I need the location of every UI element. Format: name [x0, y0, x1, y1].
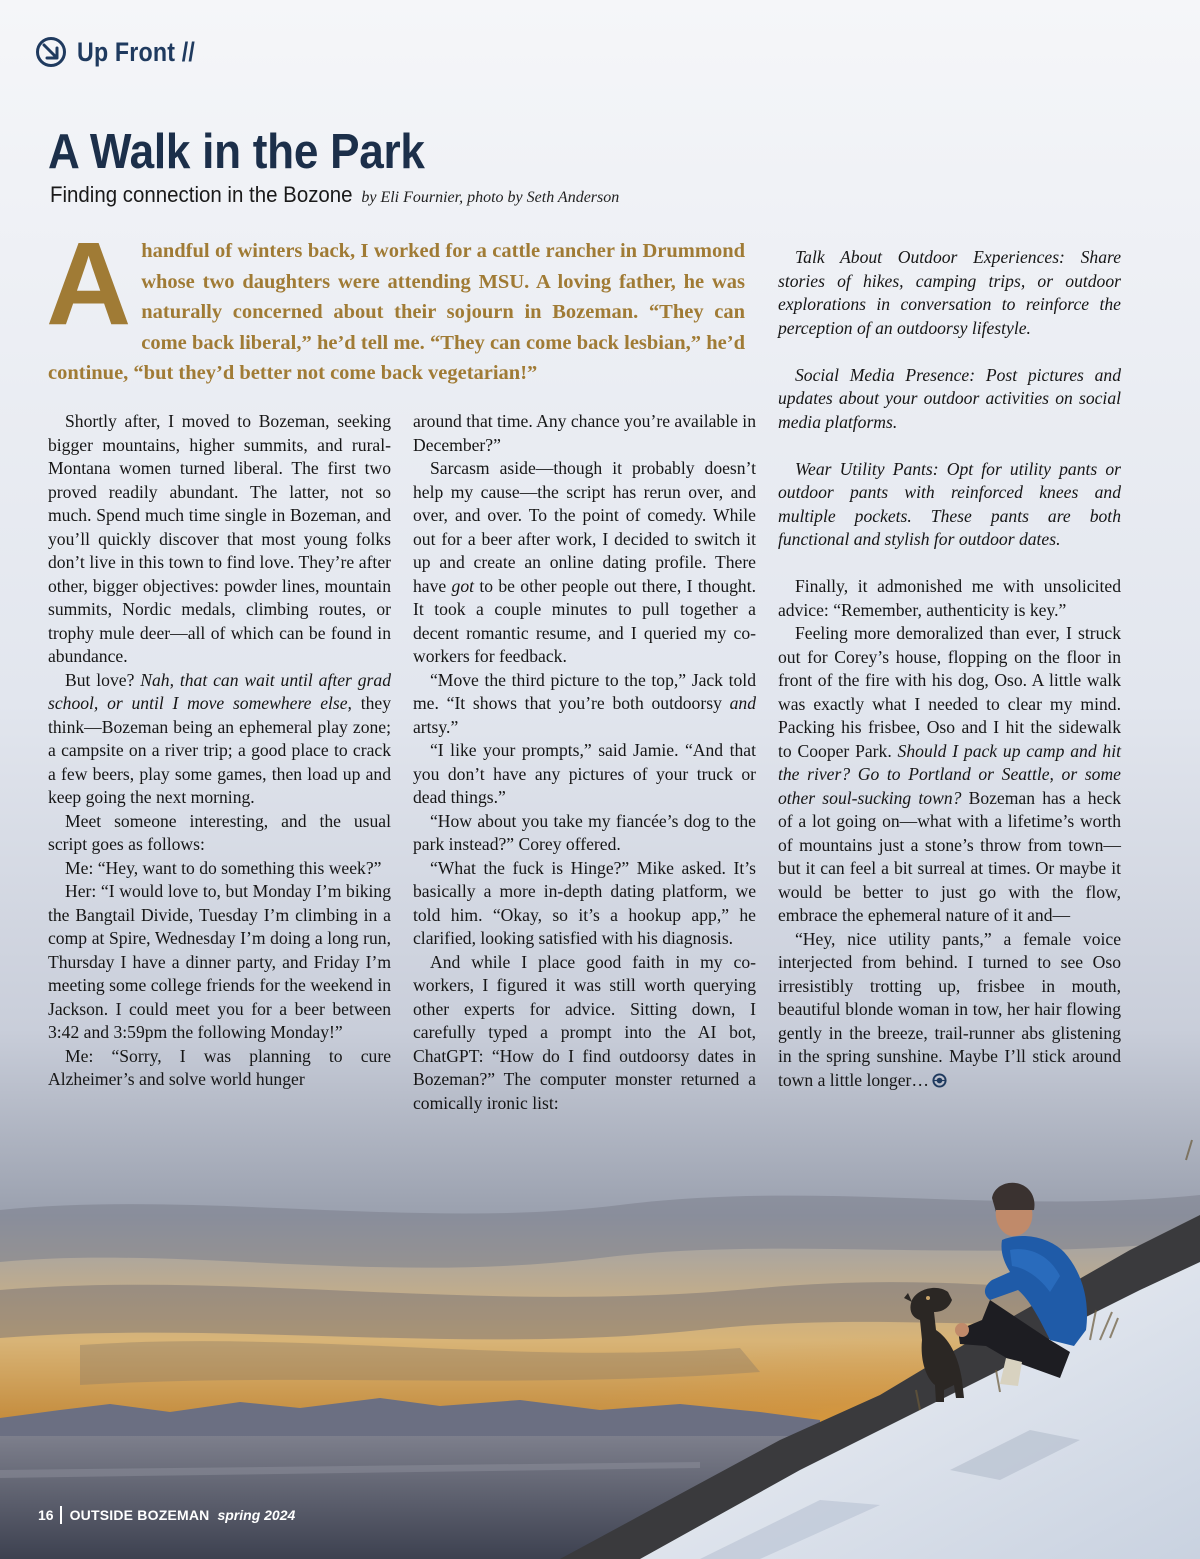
body-column-2 — [413, 410, 756, 1115]
paragraph: “I like your prompts,” said Jamie. “And that you don’t have any pictures of your truck or dead things.” — [413, 740, 756, 807]
paragraph: Me: “Hey, want to do something this week?” — [65, 857, 382, 878]
drop-cap: A — [46, 218, 132, 350]
magazine-logo-icon — [932, 1073, 947, 1088]
issue-label: spring 2024 — [217, 1507, 296, 1523]
article-subtitle — [50, 182, 619, 208]
paragraph: “What the fuck is Hinge?” Mike asked. It’s basically a more in-depth dating platform, we told him. “Okay, so it’s a hookup app,” he clarified, looking satisfied with his diagnosis. — [413, 857, 756, 948]
footer-divider — [60, 1506, 62, 1524]
magazine-name: OUTSIDE BOZEMAN — [69, 1507, 210, 1523]
page-number: 16 — [38, 1507, 54, 1523]
section-label: Up Front // — [77, 36, 195, 67]
chatgpt-tip: Wear Utility Pants: Opt for utility pants or outdoor pants with reinforced knees and multiple pockets. These pants are both functional and stylish for outdoor dates. — [778, 458, 1121, 549]
paragraph: “How about you take my fiancée’s dog to the park instead?” Corey offered. — [413, 810, 756, 854]
article-title: A Walk in the Park — [48, 125, 425, 179]
paragraph: Meet someone interesting, and the usual script goes as follows: — [48, 810, 391, 854]
paragraph: Feeling more demoralized than ever, I struck out for Corey’s house, flopping on the floor in front of the fire with his dog, Oso. A little walk was exactly what I needed to clear my mind. Packing his frisbee, Oso and I hit the sidewalk to Cooper Park. Should I pack up camp and hit the river? Go to Portland or Seattle, or some other soul-sucking town? Bozeman has a heck of a lot going on—what with a lifetime’s worth of mountains just a stone’s throw from town—but it can feel a bit surreal at times. Or maybe it would be better to just go with the flow, embrace the ephemeral nature of it and— — [778, 623, 1121, 925]
lede-paragraph — [46, 218, 745, 389]
article-byline: by Eli Fournier, photo by Seth Anderson — [361, 189, 620, 206]
body-column-3 — [778, 246, 1121, 1092]
paragraph: Finally, it admonished me with unsolicited advice: “Remember, authenticity is key.” — [778, 576, 1121, 620]
page-footer — [38, 1506, 295, 1524]
paragraph: “Move the third picture to the top,” Jack told me. “It shows that you’re both outdoorsy and artsy.” — [413, 669, 756, 737]
chatgpt-tip: Social Media Presence: Post pictures and updates about your outdoor activities on social media platforms. — [778, 364, 1121, 432]
paragraph: Me: “Sorry, I was planning to cure Alzheimer’s and solve world hunger — [48, 1045, 391, 1089]
section-header — [35, 36, 214, 68]
paragraph: “Hey, nice utility pants,” a female voice interjected from behind. I turned to see Oso irresistibly trotting up, frisbee in mouth, beautiful blonde woman in tow, her hair flowing gently in the breeze, trail-runner abs glistening in the spring sunshine. Maybe I’ll stick around town a little longer… — [778, 928, 1121, 1090]
article-deck: Finding connection in the Bozone — [50, 182, 353, 207]
paragraph: Sarcasm aside—though it probably doesn’t help my cause—the script has rerun over, and over, and over. To the point of comedy. While out for a beer after work, I decided to switch it up and create an online dating profile. There have got to be other people out there, I thought. It took a couple minutes to pull together a decent romantic resume, and I queried my co-workers for feedback. — [413, 458, 756, 666]
paragraph: But love? Nah, that can wait until after grad school, or until I move somewhere else, they think—Bozeman being an ephemeral play zone; a campsite on a river trip; a good place to crack a few beers, play some games, then load up and keep going the next morning. — [48, 669, 391, 807]
paragraph: And while I place good faith in my co-workers, I figured it was still worth querying other experts for advice. Sitting down, I carefully typed a prompt into the AI bot, ChatGPT: “How do I find outdoorsy dates in Bozeman?” The computer monster returned a comically ironic list: — [413, 951, 756, 1113]
paragraph: Shortly after, I moved to Bozeman, seeking bigger mountains, higher summits, and rural-Montana women turned liberal. The first two proved readily abundant. The latter, not so much. Spend much time single in Bozeman, and you’ll quickly discover that most young folks don’t live in this town to find love. They’re after other, bigger objectives: powder lines, mountain summits, Nordic medals, climbing routes, or trophy mule deer—all of which can be found in abundance. — [48, 411, 391, 666]
body-column-1 — [48, 410, 391, 1092]
paragraph: around that time. Any chance you’re available in December?” — [413, 411, 756, 455]
chatgpt-tip: Talk About Outdoor Experiences: Share stories of hikes, camping trips, or outdoor explorations in conversation to reinforce the perception of an outdoorsy lifestyle. — [778, 247, 1121, 338]
lede-text: handful of winters back, I worked for a cattle rancher in Drummond whose two daughters were attending MSU. A loving father, he was naturally concerned about their sojourn in Bozeman. “They can come back liberal,” he’d tell me. “They can come back lesbian,” he’d continue, “but they’d better not come back vegetarian!” — [48, 240, 745, 385]
paragraph: Her: “I would love to, but Monday I’m biking the Bangtail Divide, Tuesday I’m climbing in a comp at Spire, Wednesday I’m doing a long run, Thursday I have a dinner party, and Friday I’m meeting some college friends for the weekend in Jackson. I could meet you for a beer between 3:42 and 3:59pm the following Monday!” — [48, 881, 391, 1042]
down-right-arrow-circle-icon — [35, 36, 67, 68]
